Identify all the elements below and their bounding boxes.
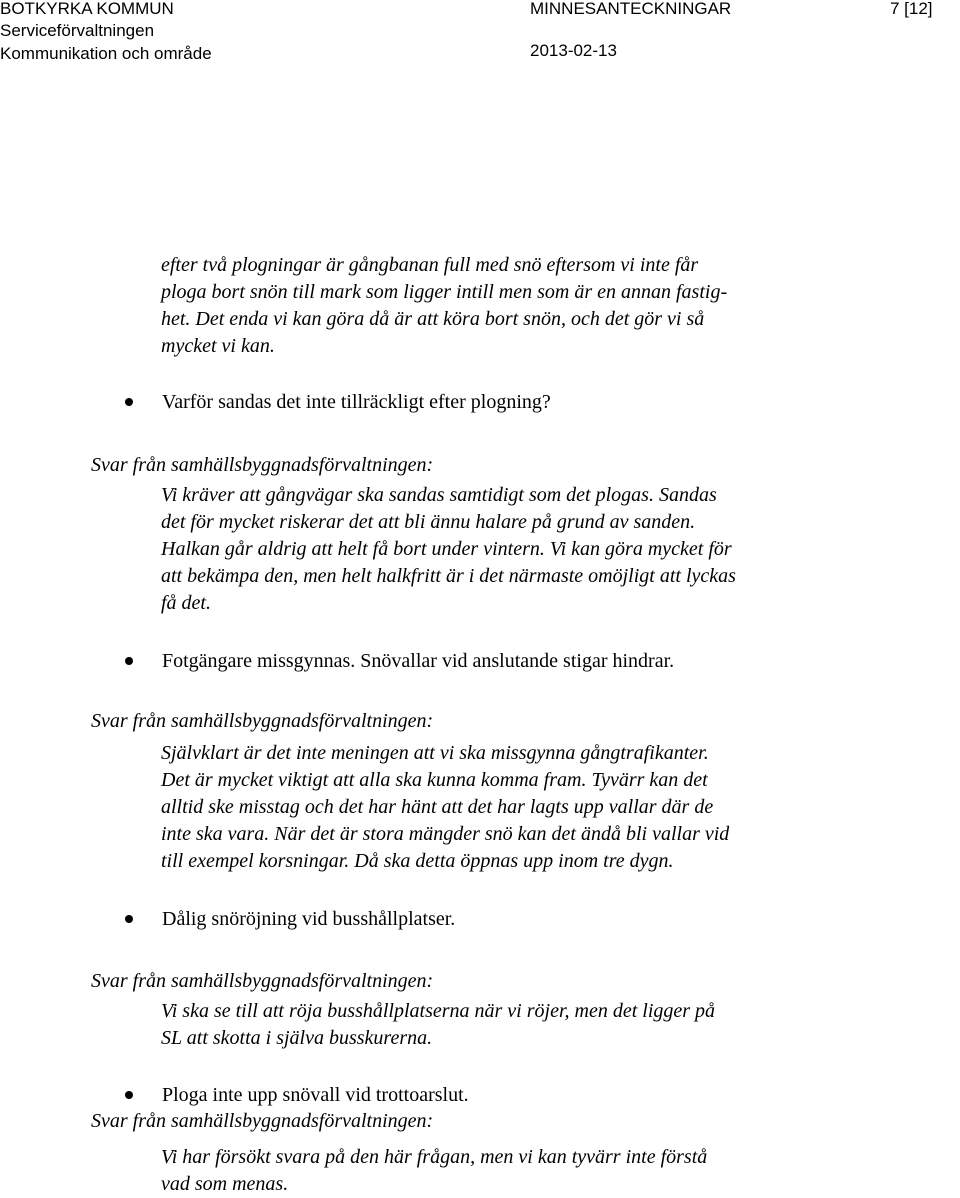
answer-label: Svar från samhällsbyggnadsförvaltningen: [91, 1110, 434, 1132]
answer-paragraph [161, 482, 861, 617]
page-number: 7 [12] [890, 0, 933, 18]
question-text: Ploga inte upp snövall vid trottoarslut. [162, 1084, 469, 1106]
bullet-icon [125, 398, 133, 406]
answer-paragraph [161, 998, 861, 1052]
answer-line: Halkan går aldrig att helt få bort under vintern. Vi kan göra mycket för [161, 538, 732, 560]
department-name: Serviceförvaltningen [0, 21, 155, 40]
intro-line: het. Det enda vi kan göra då är att köra bort snön, och det gör vi så [161, 308, 705, 330]
intro-paragraph [161, 252, 861, 360]
answer-line: alltid ske misstag och det har hänt att det har lagts upp vallar där de [161, 796, 714, 818]
question-text: Dålig snöröjning vid busshållplatser. [162, 908, 456, 930]
answer-label: Svar från samhällsbyggnadsförvaltningen: [91, 970, 434, 992]
answer-line: Vi ska se till att röja busshållplatserna när vi röjer, men det ligger på [161, 1000, 716, 1022]
intro-line: efter två plogningar är gångbanan full med snö eftersom vi inte får [161, 254, 699, 276]
answer-line: inte ska vara. När det är stora mängder snö kan det ändå bli vallar vid [161, 823, 730, 845]
intro-line: mycket vi kan. [161, 335, 275, 357]
bullet-icon [125, 657, 133, 665]
answer-line: Det är mycket viktigt att alla ska kunna komma fram. Tyvärr kan det [161, 769, 708, 791]
answer-line: det för mycket riskerar det att bli ännu halare på grund av sanden. [161, 511, 696, 533]
answer-line: SL att skotta i själva busskurerna. [161, 1027, 433, 1049]
question-text: Varför sandas det inte tillräckligt efter plogning? [162, 391, 551, 413]
answer-line: Vi har försökt svara på den här frågan, men vi kan tyvärr inte förstå [161, 1146, 708, 1168]
document-type: MINNESANTECKNINGAR [530, 0, 732, 18]
question-text: Fotgängare missgynnas. Snövallar vid anslutande stigar hindrar. [162, 650, 675, 672]
answer-paragraph [161, 740, 861, 875]
answer-line: Självklart är det inte meningen att vi ska missgynna gångtrafikanter. [161, 742, 709, 764]
document-date: 2013-02-13 [530, 41, 617, 60]
bullet-icon [125, 1091, 133, 1099]
answer-label: Svar från samhällsbyggnadsförvaltningen: [91, 710, 434, 732]
answer-line: Vi kräver att gångvägar ska sandas samtidigt som det plogas. Sandas [161, 484, 717, 506]
unit-name: Kommunikation och område [0, 44, 212, 63]
org-name: BOTKYRKA KOMMUN [0, 0, 174, 18]
answer-line: att bekämpa den, men helt halkfritt är i det närmaste omöjligt att lyckas [161, 565, 736, 587]
answer-label: Svar från samhällsbyggnadsförvaltningen: [91, 454, 434, 476]
bullet-icon [125, 915, 133, 923]
answer-line: få det. [161, 592, 211, 614]
answer-paragraph [161, 1144, 861, 1198]
answer-line: till exempel korsningar. Då ska detta öppnas upp inom tre dygn. [161, 850, 674, 872]
answer-line: vad som menas. [161, 1173, 289, 1195]
intro-line: ploga bort snön till mark som ligger intill men som är en annan fastig- [161, 281, 728, 303]
